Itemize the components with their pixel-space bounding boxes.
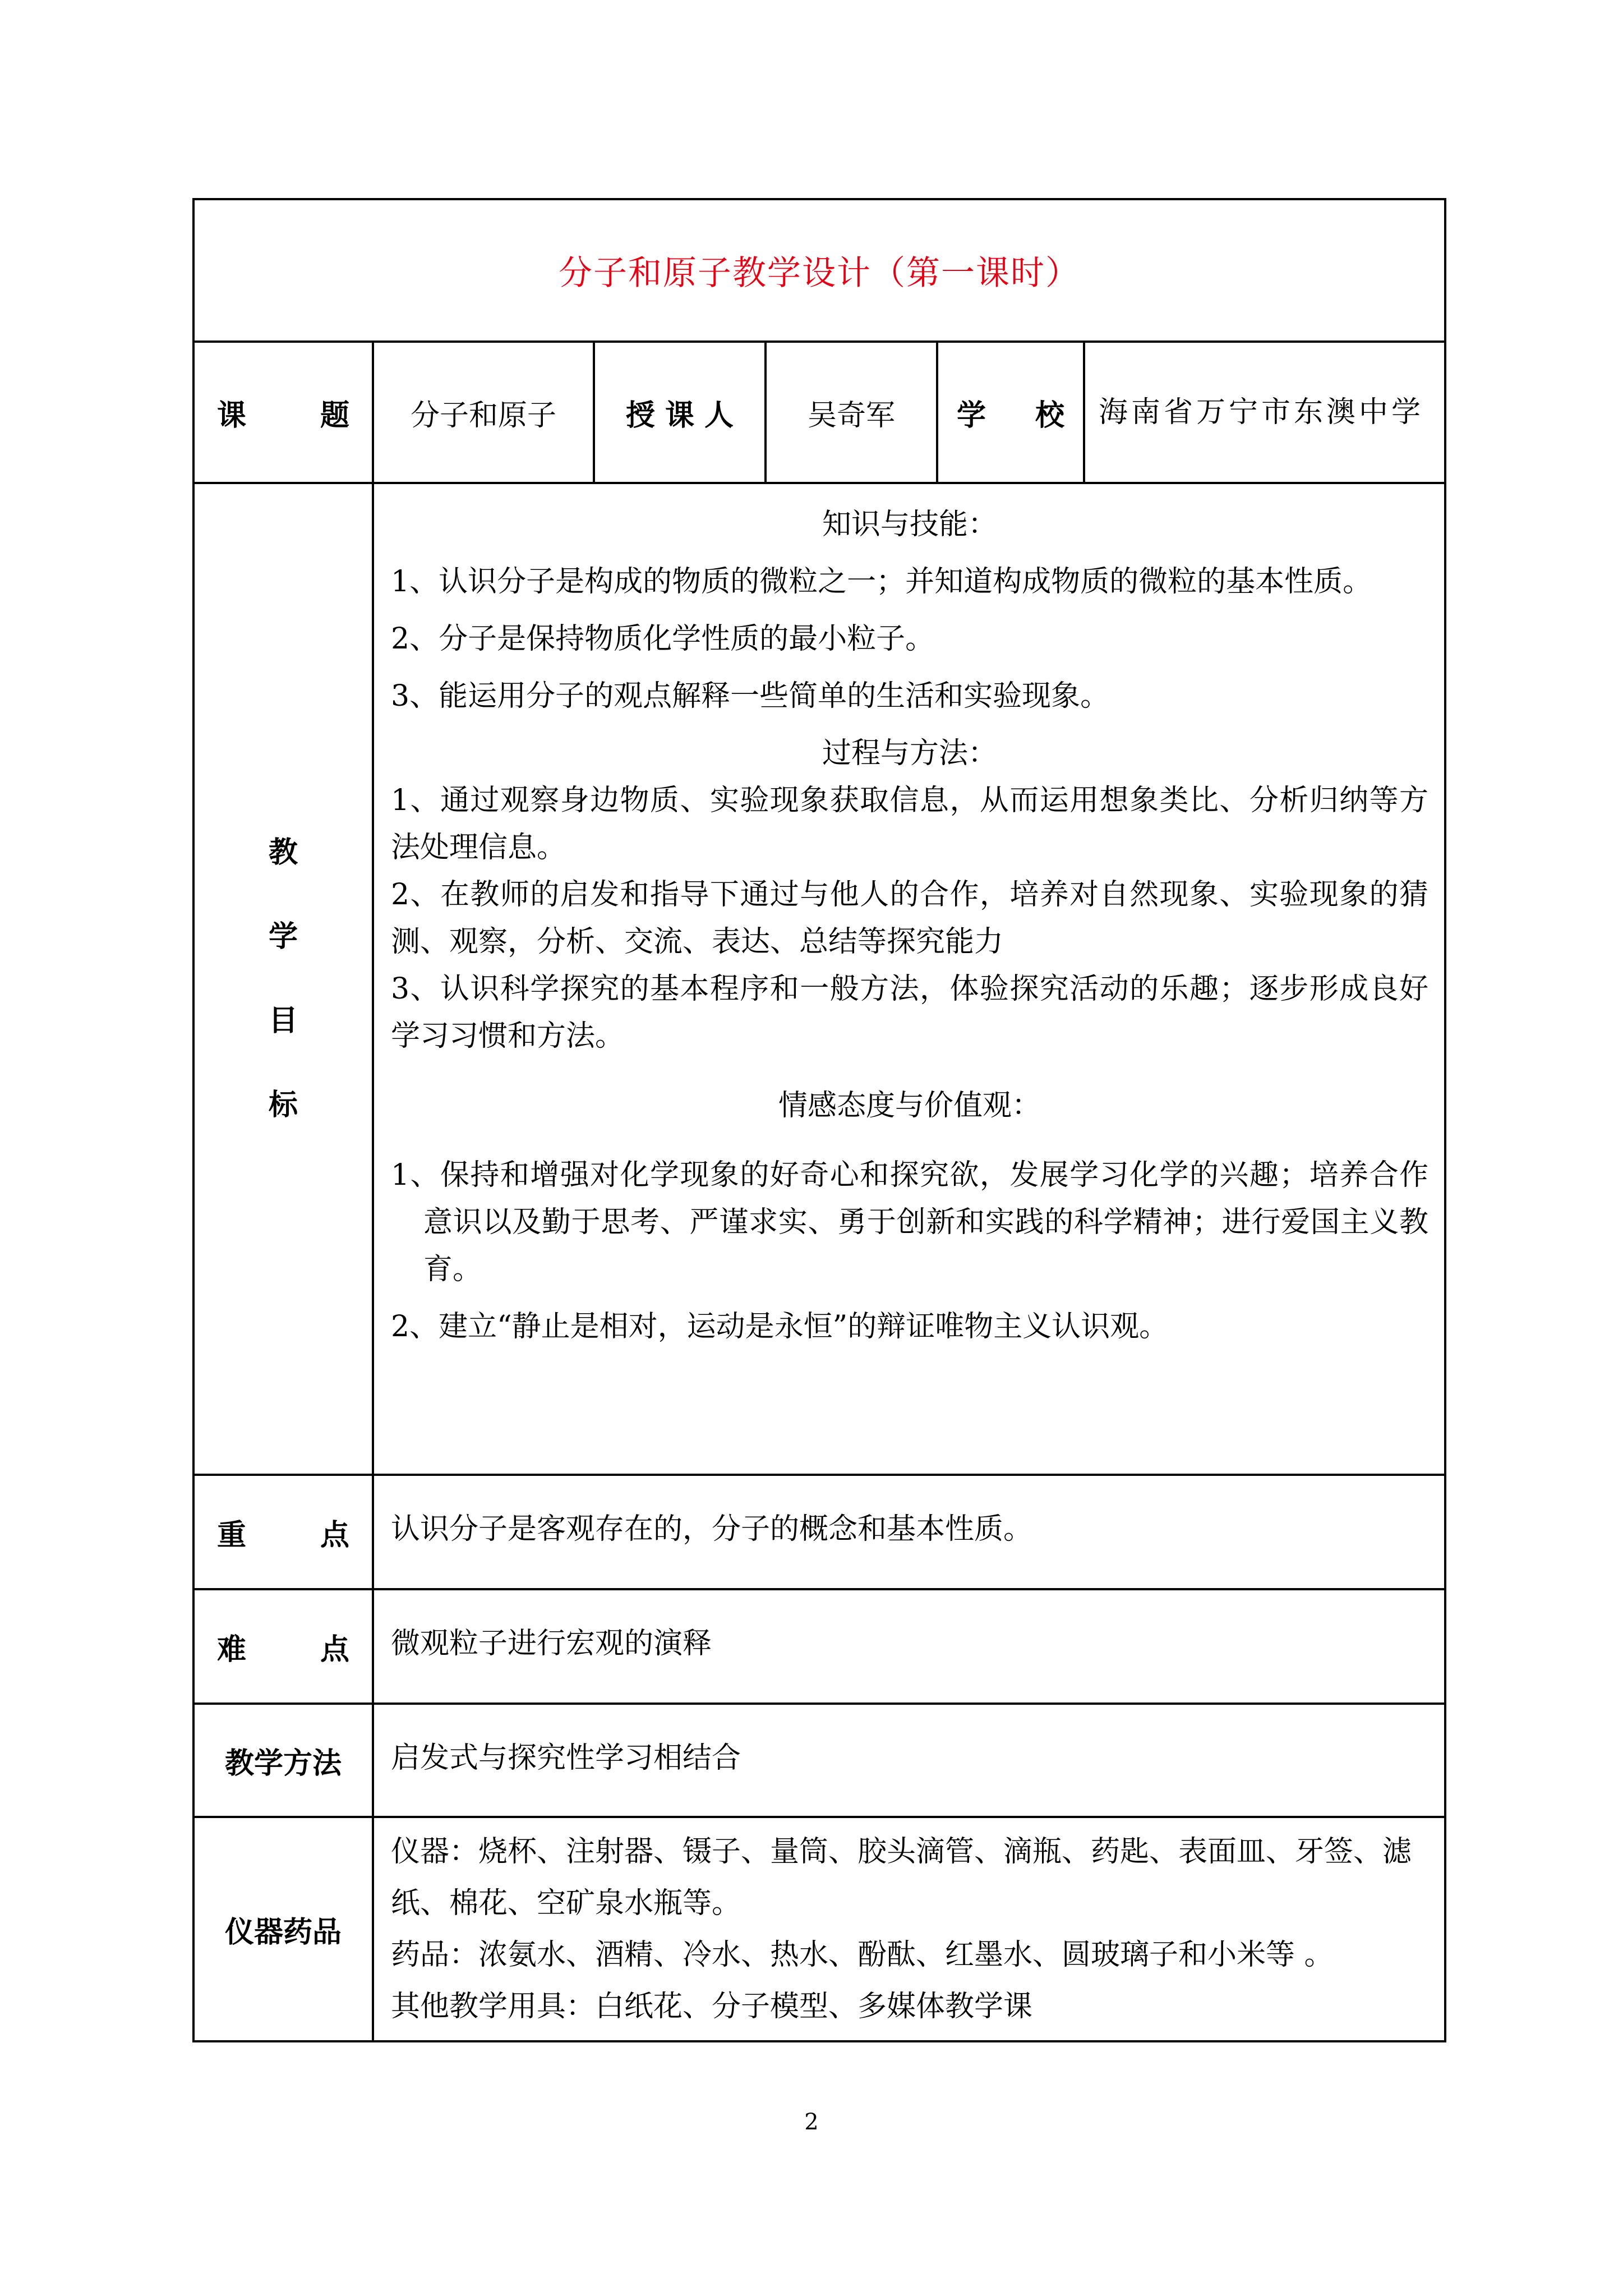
- materials-row: [193, 1817, 1445, 2041]
- materials-line: 药品：浓氨水、酒精、冷水、热水、酚酞、红墨水、圆玻璃子和小米等 。: [391, 1938, 1334, 1972]
- objectives-content: [373, 483, 1445, 1475]
- emotion-item: 1、保持和增强对化学现象的好奇心和探究欲，发展学习化学的兴趣；培养合作意识以及勤于思考、严谨求实、勇于创新和实践的科学精神；进行爱国主义教育。: [391, 1158, 1429, 1286]
- process-heading: 过程与方法：: [822, 737, 998, 770]
- school-label: 学 校: [937, 342, 1084, 483]
- objectives-label-char: 学: [268, 920, 298, 954]
- page-number: 2: [804, 2109, 819, 2135]
- process-item: 2、在教师的启发和指导下通过与他人的合作，培养对自然现象、实验现象的猜测、观察，分析、交流、表达、总结等探究能力: [391, 878, 1429, 959]
- key-point-value: 认识分子是客观存在的，分子的概念和基本性质。: [373, 1475, 1445, 1589]
- difficulty-row: [193, 1589, 1445, 1704]
- teacher-value: 吴奇军: [766, 342, 937, 483]
- knowledge-item: 3、能运用分子的观点解释一些简单的生活和实验现象。: [391, 679, 1110, 713]
- method-value: 启发式与探究性学习相结合: [373, 1704, 1445, 1817]
- knowledge-item: 1、认识分子是构成的物质的微粒之一；并知道构成物质的微粒的基本性质。: [391, 565, 1372, 599]
- knowledge-heading: 知识与技能：: [822, 508, 998, 541]
- emotion-item: 2、建立“静止是相对，运动是永恒”的辩证唯物主义认识观。: [391, 1310, 1169, 1343]
- objectives-label-char: 教: [268, 836, 298, 869]
- method-label: 教学方法: [193, 1704, 373, 1817]
- emotion-heading: 情感态度与价值观：: [778, 1089, 1041, 1122]
- school-value: 海南省万宁市东澳中学: [1084, 342, 1445, 483]
- objectives-label: [193, 483, 373, 1475]
- materials-line: 仪器：烧杯、注射器、镊子、量筒、胶头滴管、滴瓶、药匙、表面皿、牙签、滤纸、棉花、空矿泉水瓶等。: [391, 1835, 1412, 1920]
- difficulty-value: 微观粒子进行宏观的演释: [373, 1589, 1445, 1704]
- process-item: 3、认识科学探究的基本程序和一般方法，体验探究活动的乐趣；逐步形成良好学习习惯和方法。: [391, 972, 1429, 1053]
- materials-content: [373, 1817, 1445, 2041]
- knowledge-item: 2、分子是保持物质化学性质的最小粒子。: [391, 622, 935, 656]
- lesson-plan-table: [192, 198, 1446, 2042]
- difficulty-label: 难 点: [193, 1589, 373, 1704]
- process-item: 1、通过观察身边物质、实验现象获取信息，从而运用想象类比、分析归纳等方法处理信息。: [391, 784, 1429, 864]
- materials-line: 其他教学用具：白纸花、分子模型、多媒体教学课: [391, 1990, 1033, 2023]
- teacher-label: 授课人: [594, 342, 766, 483]
- topic-value: 分子和原子: [373, 342, 594, 483]
- method-row: [193, 1704, 1445, 1817]
- title-row: [193, 199, 1445, 342]
- document-title: 分子和原子教学设计（第一课时）: [193, 199, 1445, 342]
- key-point-row: [193, 1475, 1445, 1589]
- objectives-row: [193, 483, 1445, 1475]
- header-row: [193, 342, 1445, 483]
- materials-label: 仪器药品: [193, 1817, 373, 2041]
- key-point-label: 重 点: [193, 1475, 373, 1589]
- objectives-label-char: 标: [268, 1088, 298, 1122]
- topic-label: 课 题: [193, 342, 373, 483]
- objectives-label-char: 目: [268, 1004, 298, 1038]
